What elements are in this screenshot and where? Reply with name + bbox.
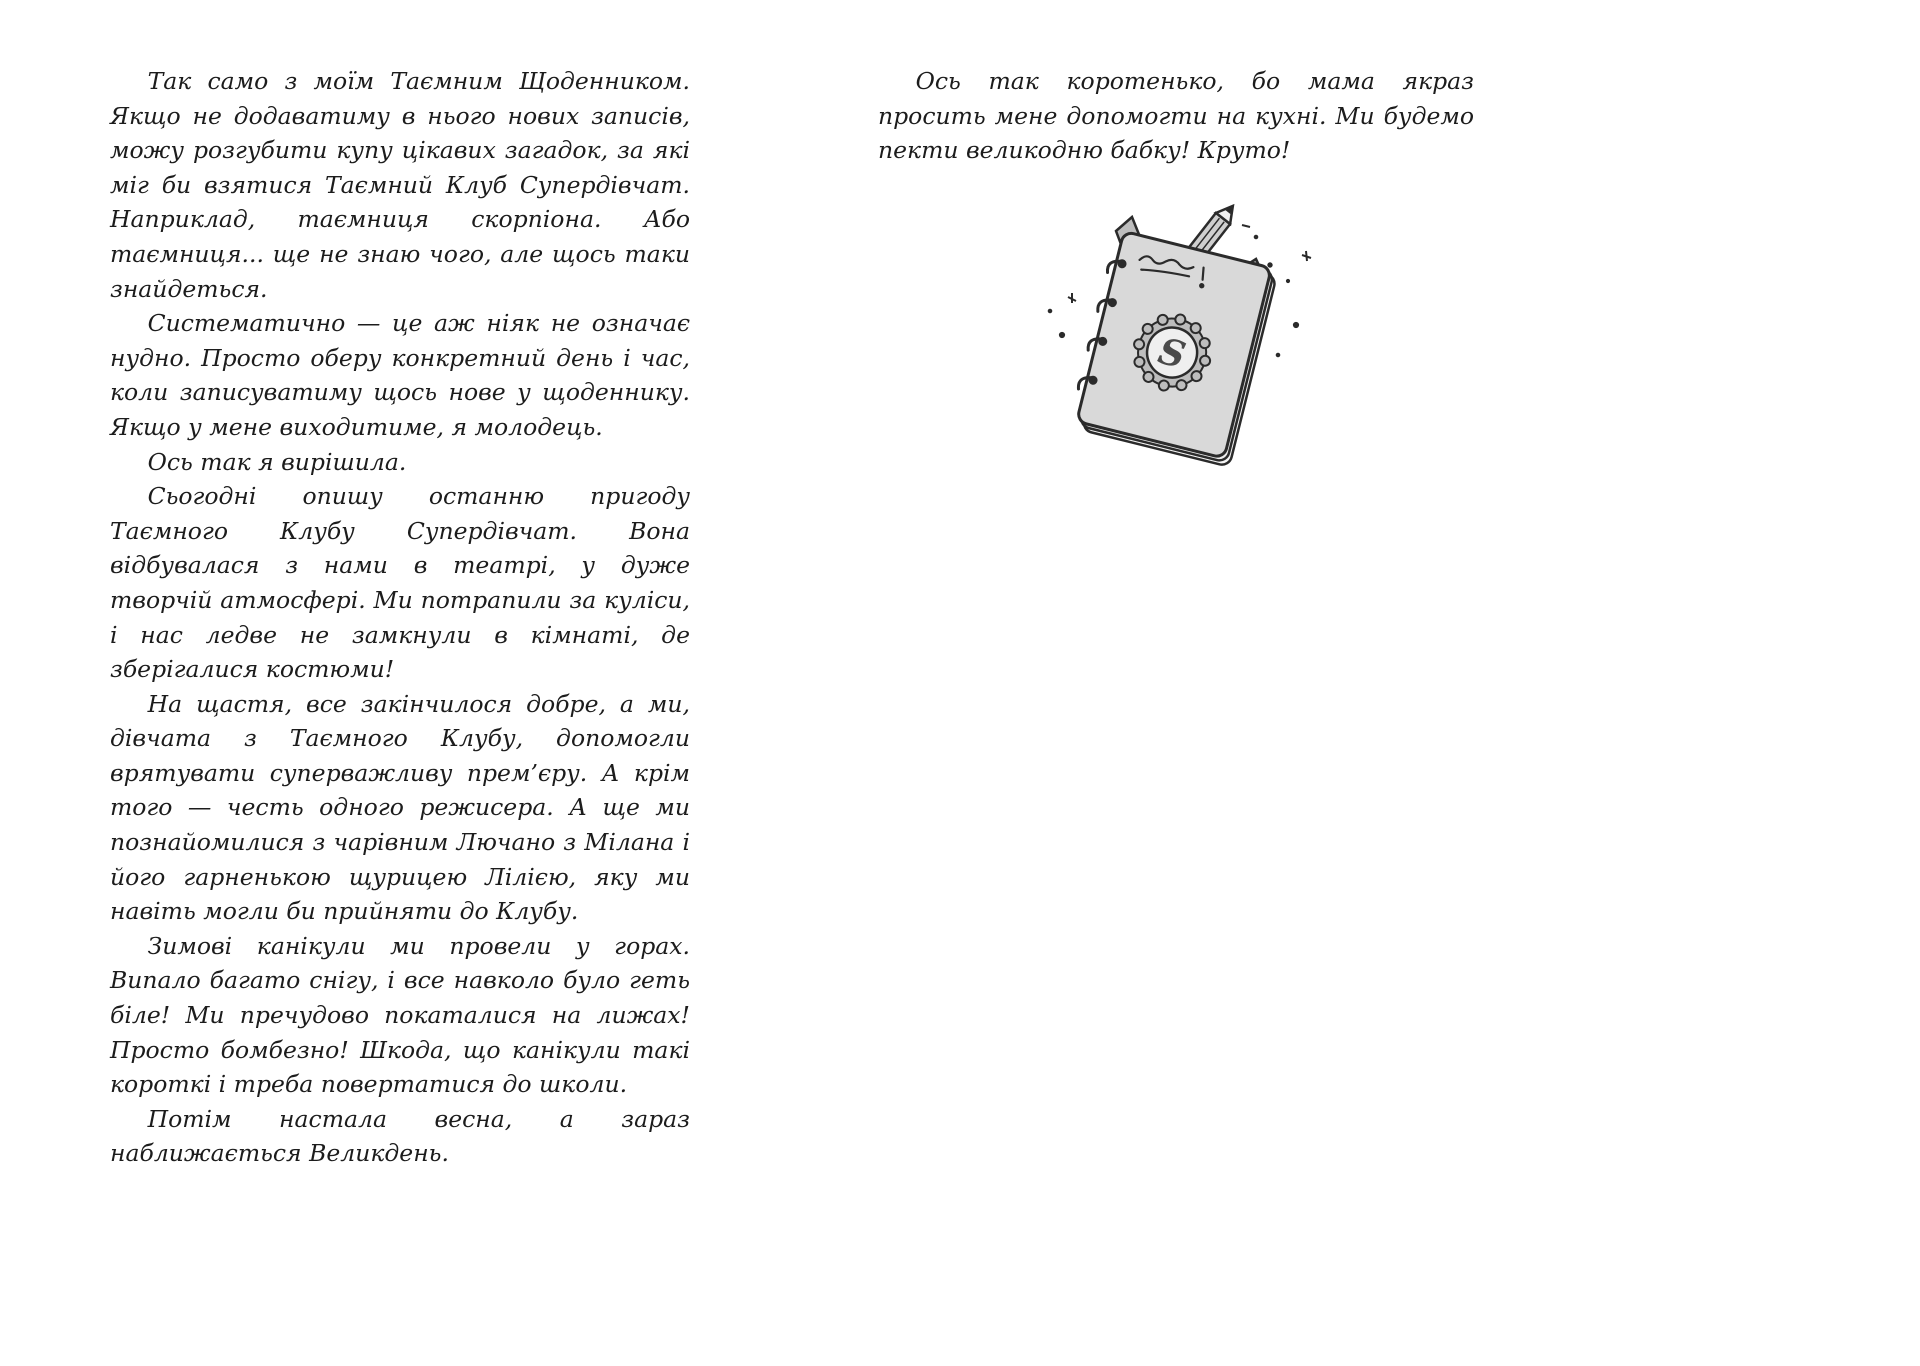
- s-monogram: S: [1154, 329, 1190, 378]
- right-page-text: [878, 64, 1474, 168]
- paragraph: Потім настала весна, а зараз наближається Великдень.: [110, 1104, 690, 1168]
- paragraph: На щастя, все закінчилося добре, а ми, дівчата з Таємного Клубу, допомогли врятувати суперважливу прем’єру. А крім того — честь одного режисера. А ще ми познайомилися з чарівним Лючано з Мілана і його гарненькою щурицею Лілією, яку ми навіть могли би прийняти до Клубу.: [110, 689, 690, 926]
- left-page-text: [110, 64, 690, 1171]
- paragraph: Ось так коротенько, бо мама якраз просить мене допомогти на кухні. Ми будемо пекти великодню бабку! Круто!: [878, 67, 1474, 165]
- paragraph: Сьогодні опишу останню пригоду Таємного Клубу Супердівчат. Вона відбувалася з нами в театрі, у дуже творчій атмосфері. Ми потрапили за куліси, і нас ледве не замкнули в кімнаті, де зберігалися костюми!: [110, 482, 690, 684]
- paragraph: Ось так я вирішила.: [147, 447, 407, 476]
- paragraph: Зимові канікули ми провели у горах. Випало багато снігу, і все навколо було геть біле! Ми пречудово покаталися на лижах! Просто бомбезно! Шкода, що канікули такі короткі і треба повертатися до школи.: [110, 931, 690, 1099]
- notebook-illustration-svg: [1020, 185, 1330, 475]
- secret-diary-illustration: [1020, 185, 1330, 475]
- notebook-body: [1068, 230, 1278, 467]
- paragraph: Систематично — це аж ніяк не означає нудно. Просто оберу конкретний день і час, коли записуватиму щось нове у щоденнику. Якщо у мене виходитиме, я молодець.: [110, 309, 690, 441]
- paragraph: Так само з моїм Таємним Щоденником. Якщо не додаватиму в нього нових записів, можу розгубити купу цікавих загадок, за які міг би взятися Таємний Клуб Супердівчат. Наприклад, таємниця скорпіона. Або таємниця... ще не знаю чого, але щось таки знайдеться.: [110, 67, 690, 303]
